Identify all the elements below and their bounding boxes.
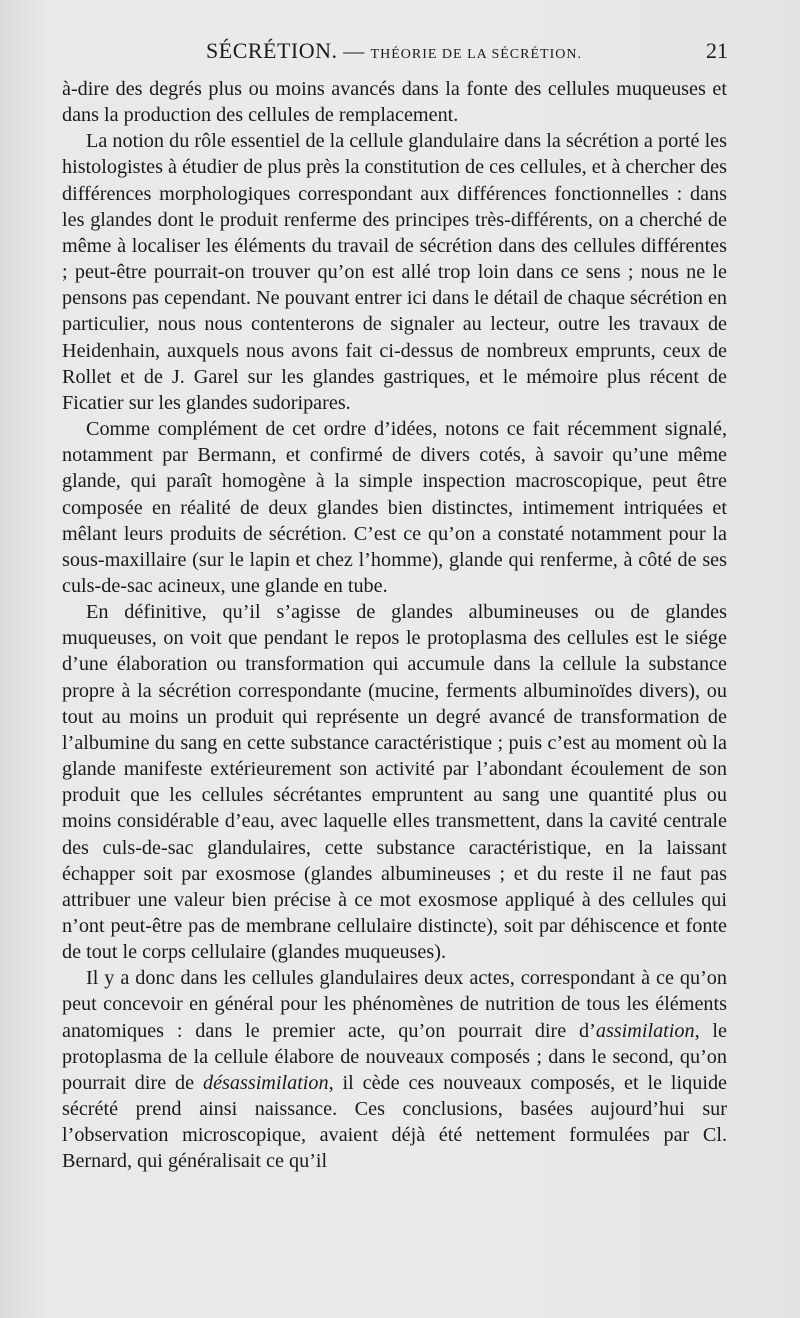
paragraph: à-dire des degrés plus ou moins avancés dans la fonte des cellules muqueuses et dans la production des cellules de remplacement. <box>62 78 727 127</box>
paragraph <box>62 965 727 1174</box>
italic-term: assimilation <box>595 1019 695 1042</box>
running-title <box>60 38 728 64</box>
paragraph: La notion du rôle essentiel de la cellule glandulaire dans la sécrétion a porté les histologistes à étudier de plus près la constitution de ces cellules, et à chercher des différences morphologiques correspondant aux différences fonctionnelles : dans les glandes dont le produit renferme des principes très-différents, on a cherché de même à localiser les éléments du travail de sécrétion dans des cellules différentes ; peut-être pourrait-on trouver qu’on est allé trop loin dans ce sens ; nous ne le pensons pas cependant. Ne pouvant entrer ici dans le détail de chaque sécrétion en particulier, nous nous contenterons de signaler au lecteur, outre les travaux de Heidenhain, auxquels nous avons fait ci-dessus de nombreux emprunts, ceux de Rollet et de J. Garel sur les glandes gastriques, et le mémoire plus récent de Ficatier sur les glandes sudoripares. <box>62 130 727 414</box>
paragraph: Comme complément de cet ordre d’idées, notons ce fait récemment signalé, notamment par Bermann, et confirmé de divers cotés, à savoir qu’une même glande, qui paraît homogène à la simple inspection macroscopique, peut être composée en réalité de deux glandes bien distinctes, intimement intriquées et mêlant leurs produits de sécrétion. C’est ce qu’on a constaté notamment pour la sous-maxillaire (sur le lapin et chez l’homme), glande qui renferme, à côté de ses culs-de-sac acineux, une glande en tube. <box>62 418 727 597</box>
running-header <box>60 38 728 72</box>
running-title-dash: — <box>343 39 365 63</box>
paragraph-text: , il cède ces nouveaux composés, et le liquide sécrété prend ainsi naissance. Ces conclusions, basées aujourd’hui sur l’observation microscopique, avaient déjà été nettement formulées par Cl. Bernard, qui généralisait ce qu’il <box>62 1071 727 1173</box>
body-text <box>62 76 727 1175</box>
italic-term: désassimilation <box>202 1071 329 1094</box>
page-number: 21 <box>706 38 728 63</box>
running-title-sub: THÉORIE DE LA SÉCRÉTION. <box>370 47 582 62</box>
paragraph-text: , le protoplasma de la cellule élabore de nouveaux composés ; dans le second, qu’on pourrait dire de <box>62 1019 727 1094</box>
running-title-main: SÉCRÉTION. <box>206 38 338 63</box>
paragraph: En définitive, qu’il s’agisse de glandes albumineuses ou de glandes muqueuses, on voit que pendant le repos le protoplasma des cellules est le siége d’une élaboration ou transformation qui accumule dans la cellule la substance propre à la sécrétion correspondante (mucine, ferments albuminoïdes divers), ou tout au moins un produit qui représente un degré avancé de transformation de l’albumine du sang en cette substance caractéristique ; puis c’est au moment où la glande manifeste extérieurement son activité par l’abondant écoulement de son produit que les cellules sécrétantes empruntent au sang une quantité plus ou moins considérable d’eau, avec laquelle elles transmettent, dans la cavité centrale des culs-de-sac glandulaires, cette substance caractéristique, en la laissant échapper soit par exosmose (glandes albumineuses ; et du reste il ne faut pas attribuer une valeur bien précise à ce mot exosmose appliqué à des cellules qui n’ont peut-être pas de membrane cellulaire distincte), soit par déhiscence et fonte de tout le corps cellulaire (glandes muqueuses). <box>62 601 727 964</box>
paragraph-text: Il y a donc dans les cellules glandulaires deux actes, correspondant à ce qu’on peut concevoir en général pour les phénomènes de nutrition de tous les éléments anatomiques : dans le premier acte, qu’on pourrait dire d’ <box>62 967 727 1042</box>
